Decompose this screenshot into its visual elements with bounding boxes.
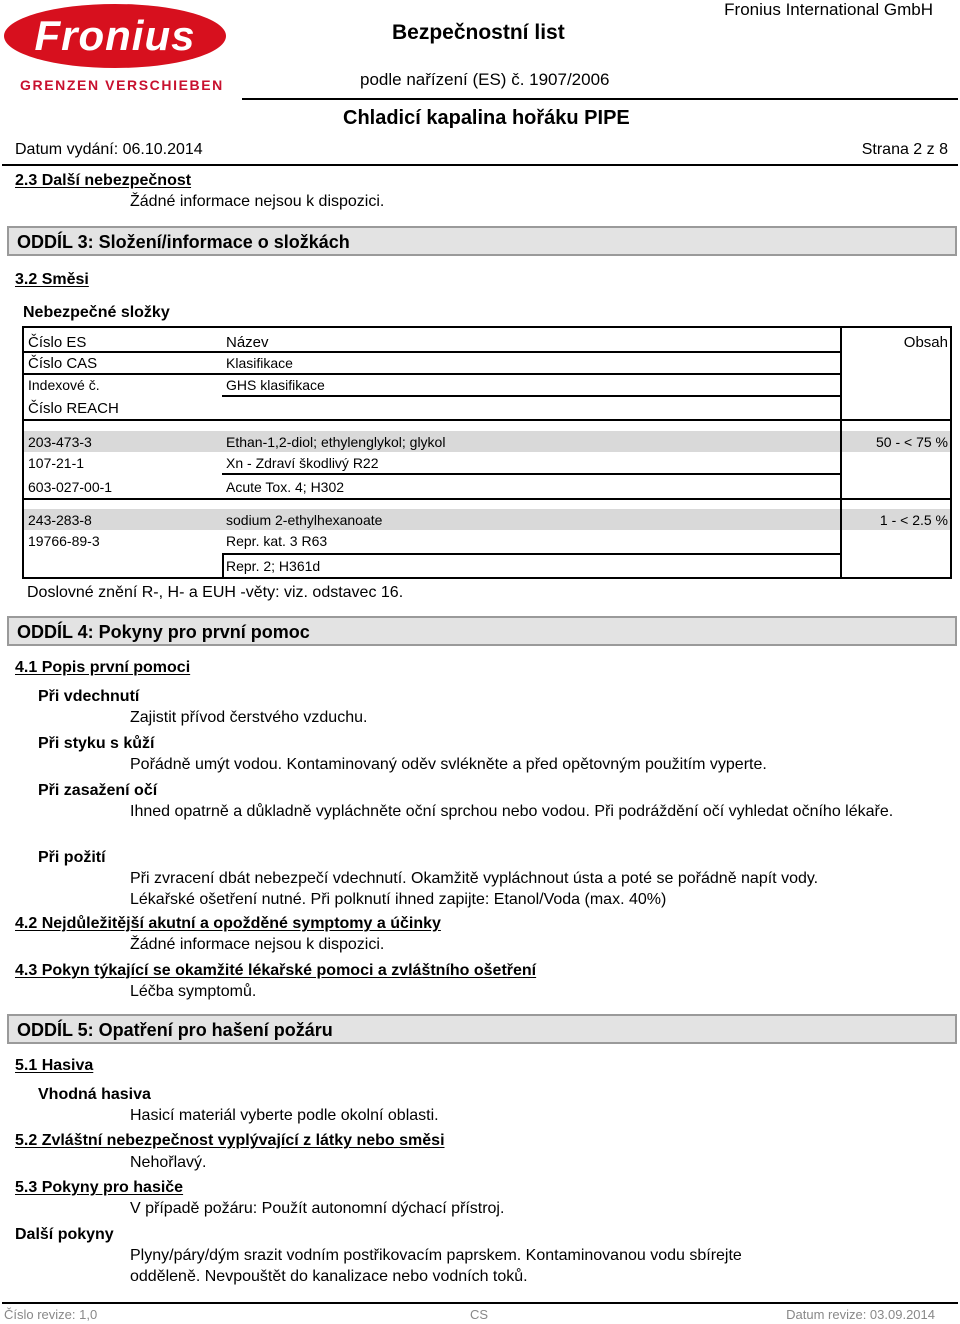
- cell-es-2: 243-283-8: [28, 512, 92, 528]
- issue-date: Datum vydání: 06.10.2014: [15, 141, 203, 158]
- logo-tagline: GRENZEN VERSCHIEBEN: [20, 77, 224, 93]
- th-index-number: Indexové č.: [28, 377, 100, 393]
- section-3-header: ODDÍL 3: Složení/informace o složkách: [7, 226, 957, 256]
- heading-3-2: 3.2 Směsi: [15, 271, 89, 288]
- footer-divider: [2, 1302, 958, 1304]
- cell-es-1: 203-473-3: [28, 434, 92, 450]
- table-rule: [840, 328, 842, 577]
- text-2-3: Žádné informace nejsou k dispozici.: [130, 193, 385, 210]
- logo-wordmark: Fronius: [34, 12, 196, 59]
- header-divider: [242, 98, 958, 100]
- revision-number: Číslo revize: 1,0: [4, 1307, 98, 1322]
- components-table: [22, 326, 952, 579]
- page-number: Strana 2 z 8: [861, 141, 948, 158]
- language-code: CS: [470, 1307, 489, 1322]
- cell-class-1: Xn - Zdraví škodlivý R22: [226, 455, 379, 471]
- cell-name-1: Ethan-1,2-diol; ethylenglykol; glykol: [226, 434, 446, 450]
- company-name: Fronius International GmbH: [724, 0, 933, 19]
- cell-ghs-2: Repr. 2; H361d: [226, 558, 321, 574]
- table-rule: [222, 473, 840, 475]
- header-bottom-divider: [2, 164, 958, 166]
- table-rule: [222, 395, 840, 397]
- th-reach-number: Číslo REACH: [28, 400, 119, 417]
- ingestion-text-2: Lékařské ošetření nutné. Při polknutí ihned zapijte: Etanol/Voda (max. 40%): [130, 891, 667, 908]
- r-phrases-note: Doslovné znění R-, H- a EUH -věty: viz. odstavec 16.: [27, 584, 404, 601]
- row-band: [24, 431, 950, 452]
- table-rule: [222, 553, 224, 577]
- eye-label: Při zasažení očí: [38, 782, 158, 799]
- regulation-reference: podle nařízení (ES) č. 1907/2006: [360, 70, 610, 89]
- text-4-2: Žádné informace nejsou k dispozici.: [130, 936, 385, 953]
- cell-class-2: Repr. kat. 3 R63: [226, 533, 328, 549]
- inhalation-label: Při vdechnutí: [38, 688, 140, 705]
- th-ghs-classification: GHS klasifikace: [226, 377, 325, 393]
- eye-text: Ihned opatrně a důkladně vypláchněte oční sprchou nebo vodou. Při podráždění očí vyhledat očního lékaře.: [130, 803, 894, 820]
- heading-2-3: 2.3 Další nebezpečnost: [15, 172, 192, 189]
- logo-ellipse-icon: [2, 2, 228, 74]
- product-name: Chladicí kapalina hořáku PIPE: [343, 107, 630, 129]
- text-4-3: Léčba symptomů.: [130, 983, 257, 1000]
- revision-date: Datum revize: 03.09.2014: [786, 1307, 935, 1322]
- th-name: Název: [226, 334, 269, 351]
- heading-5-3: 5.3 Pokyny pro hasiče: [15, 1179, 184, 1196]
- heading-5-2: 5.2 Zvláštní nebezpečnost vyplývající z látky nebo směsi: [15, 1132, 445, 1149]
- heading-5-1: 5.1 Hasiva: [15, 1057, 94, 1074]
- further-text-1: Plyny/páry/dým srazit vodním postřikovacím paprskem. Kontaminovanou vodu sbírejte: [130, 1247, 742, 1264]
- cell-cas-2: 19766-89-3: [28, 533, 100, 549]
- skin-text: Pořádně umýt vodou. Kontaminovaný oděv svlékněte a před opětovným použitím vyperte.: [130, 756, 767, 773]
- table-rule: [24, 419, 950, 421]
- heading-4-1: 4.1 Popis první pomoci: [15, 659, 191, 676]
- th-classification: Klasifikace: [226, 355, 293, 371]
- table-rule: [222, 553, 840, 555]
- table-rule: [24, 351, 840, 353]
- media-text: Hasicí materiál vyberte podle okolní oblasti.: [130, 1107, 439, 1124]
- text-5-3: V případě požáru: Použít autonomní dýchací přístroj.: [130, 1200, 505, 1217]
- media-label: Vhodná hasiva: [38, 1086, 151, 1103]
- cell-name-2: sodium 2-ethylhexanoate: [226, 512, 383, 528]
- th-cas-number: Číslo CAS: [28, 355, 98, 372]
- cell-index-1: 603-027-00-1: [28, 479, 113, 495]
- inhalation-text: Zajistit přívod čerstvého vzduchu.: [130, 709, 368, 726]
- table-rule: [24, 373, 840, 375]
- hazardous-components-title: Nebezpečné složky: [23, 304, 170, 321]
- section-4-header: ODDÍL 4: Pokyny pro první pomoc: [7, 616, 957, 646]
- section-5-header: ODDÍL 5: Opatření pro hašení požáru: [7, 1014, 957, 1044]
- th-content: Obsah: [903, 334, 948, 351]
- cell-ghs-1: Acute Tox. 4; H302: [226, 479, 345, 495]
- ingestion-text-1: Při zvracení dbát nebezpečí vdechnutí. Okamžitě vypláchnout ústa a poté se pořádně napít vody.: [130, 870, 819, 887]
- ingestion-label: Při požití: [38, 849, 106, 866]
- cell-content-2: 1 - < 2.5 %: [879, 512, 948, 528]
- document-title: Bezpečnostní list: [392, 21, 565, 44]
- further-label: Další pokyny: [15, 1226, 114, 1243]
- heading-4-2: 4.2 Nejdůležitější akutní a opožděné symptomy a účinky: [15, 915, 441, 932]
- cell-content-1: 50 - < 75 %: [876, 434, 948, 450]
- skin-label: Při styku s kůží: [38, 735, 155, 752]
- cell-cas-1: 107-21-1: [28, 455, 85, 471]
- row-band: [24, 509, 950, 530]
- table-rule: [24, 498, 950, 500]
- text-5-2: Nehořlavý.: [130, 1154, 207, 1171]
- th-es-number: Číslo ES: [28, 334, 87, 351]
- further-text-2: odděleně. Nevpouštět do kanalizace nebo vodních toků.: [130, 1268, 528, 1285]
- heading-4-3: 4.3 Pokyn týkající se okamžité lékařské pomoci a zvláštního ošetření: [15, 962, 537, 979]
